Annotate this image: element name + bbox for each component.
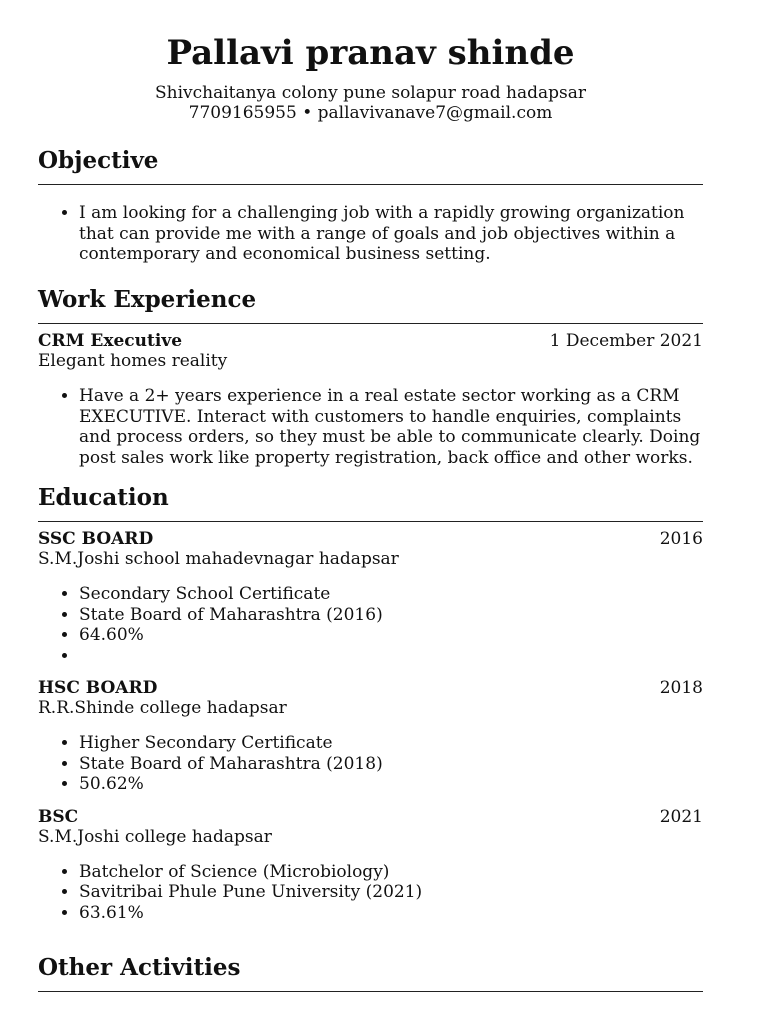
section-heading: Work Experience (38, 286, 257, 313)
education-header (38, 807, 703, 827)
list-item: • Secondary School Certificate (79, 584, 703, 605)
job-description-list (38, 386, 703, 468)
other-activities-section (38, 954, 703, 992)
education-title: BSC (38, 806, 79, 827)
section-heading: Education (38, 484, 169, 511)
list-item: • Have a 2+ years experience in a real estate sector working as a CRM EXECUTIVE. Interact with customers to handle enquiries, complaints and process orders, so they must be able to communicate clearly. Doing post sales work like property registration, back office and other works. (79, 386, 703, 468)
list-item: • State Board of Maharashtra (2016) (79, 605, 703, 626)
education-entry (38, 678, 703, 795)
section-divider (38, 323, 703, 324)
education-details (38, 733, 703, 795)
education-section (38, 484, 703, 923)
objective-list (38, 203, 703, 265)
education-year: 2016 (659, 529, 703, 549)
list-item: • Batchelor of Science (Microbiology) (79, 862, 703, 883)
education-year: 2021 (659, 806, 703, 827)
list-item: • Savitribai Phule Pune University (2021) (79, 882, 703, 903)
list-item: • Higher Secondary Certificate (79, 733, 703, 754)
company-name: Elegant homes reality (38, 351, 228, 371)
education-header (38, 529, 703, 549)
list-item: • I am looking for a challenging job with a rapidly growing organization that can provide me with a range of goals and job objectives within a contemporary and economical business setting. (79, 203, 703, 265)
education-details (38, 584, 703, 666)
education-entry (38, 807, 703, 924)
education-header (38, 678, 703, 698)
contact-line: 7709165955 • pallavivanave7@gmail.com (188, 103, 553, 123)
section-divider (38, 991, 703, 992)
list-item: • 63.61% (79, 903, 703, 924)
education-title: HSC BOARD (38, 678, 158, 698)
objective-section (38, 147, 703, 265)
education-details (38, 862, 703, 924)
education-entry (38, 529, 703, 666)
school-name: S.M.Joshi college hadapsar (38, 826, 272, 847)
list-item-empty (79, 646, 703, 667)
list-item: • 64.60% (79, 625, 703, 646)
education-title: SSC BOARD (38, 529, 154, 549)
list-item: • 50.62% (79, 774, 703, 795)
section-divider (38, 184, 703, 185)
education-year: 2018 (659, 678, 703, 698)
section-heading: Other Activities (38, 954, 241, 981)
section-divider (38, 521, 703, 522)
section-heading: Objective (38, 147, 159, 174)
candidate-name: Pallavi pranav shinde (166, 33, 575, 73)
job-date: 1 December 2021 (549, 331, 703, 351)
job-title: CRM Executive (38, 331, 183, 351)
address-line: Shivchaitanya colony pune solapur road hadapsar (154, 83, 586, 103)
job-header (38, 331, 703, 351)
school-name: S.M.Joshi school mahadevnagar hadapsar (38, 549, 399, 569)
school-name: R.R.Shinde college hadapsar (38, 698, 287, 718)
work-section (38, 286, 703, 468)
list-item: • State Board of Maharashtra (2018) (79, 754, 703, 775)
